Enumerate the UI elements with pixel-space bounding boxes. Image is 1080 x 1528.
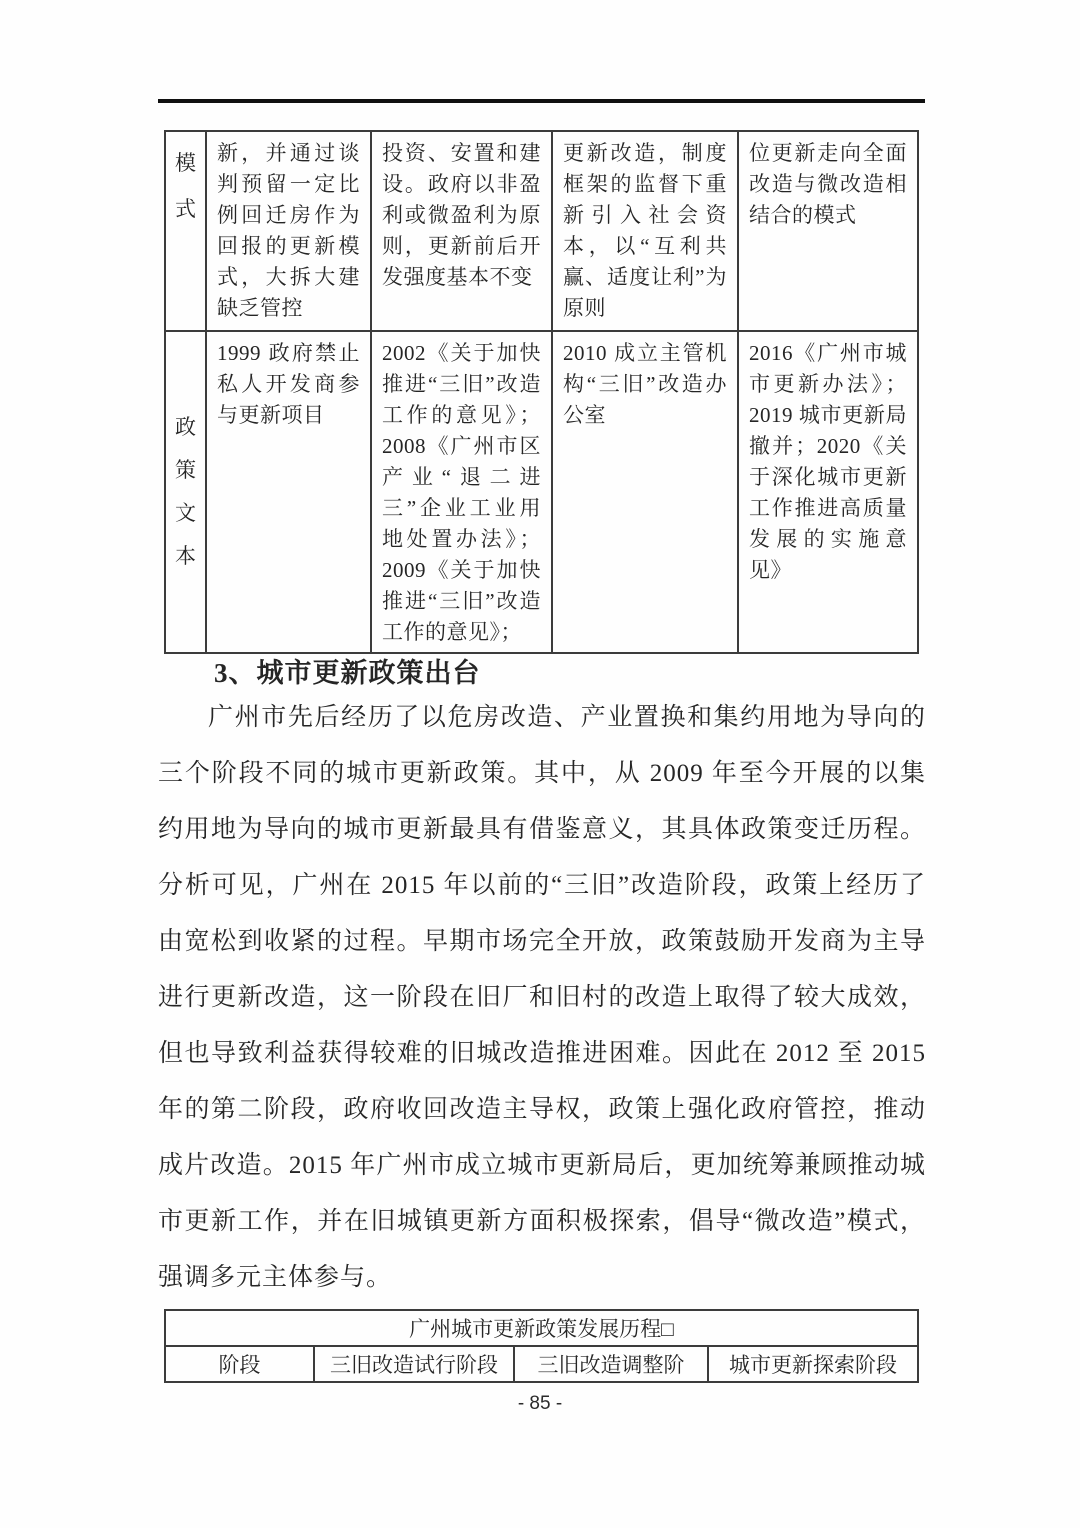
policy-history-table: [164, 1309, 919, 1383]
table-cell: 位更新走向全面改造与微改造相结合的模式: [738, 131, 918, 331]
table-cell: 2010 成立主管机构“三旧”改造办公室: [552, 331, 738, 653]
table-row-policy-text: [165, 331, 918, 653]
history-table-header-row: [165, 1346, 918, 1382]
page-number: - 85 -: [517, 1393, 563, 1414]
section-heading: 3、城市更新政策出台: [214, 658, 481, 688]
row-header-mode: 模式: [165, 131, 206, 331]
table-cell: 投资、安置和建设。政府以非盈利或微盈利为原则，更新前后开发强度基本不变: [371, 131, 552, 331]
table-cell: 1999 政府禁止私人开发商参与更新项目: [206, 331, 371, 653]
table-cell: 新，并通过谈判预留一定比例回迁房作为回报的更新模式，大拆大建缺乏管控: [206, 131, 371, 331]
column-header-explore-stage: 城市更新探索阶段: [708, 1346, 918, 1382]
table-cell: 2016《广州市城市更新办法》；2019 城市更新局撤并；2020《关于深化城市更新工作推进高质量发展的实施意见》: [738, 331, 918, 653]
history-table-title: 广州城市更新政策发展历程□: [165, 1310, 918, 1346]
policy-comparison-table: [164, 130, 919, 654]
column-header-trial-stage: 三旧改造试行阶段: [314, 1346, 514, 1382]
body-paragraph: 广州市先后经历了以危房改造、产业置换和集约用地为导向的三个阶段不同的城市更新政策。其中，从 2009 年至今开展的以集约用地为导向的城市更新最具有借鉴意义，其具体政策变迁历程。分析可见，广州在 2015 年以前的“三旧”改造阶段，政策上经历了由宽松到收紧的过程。早期市场完全开放，政策鼓励开发商为主导进行更新改造，这一阶段在旧厂和旧村的改造上取得了较大成效，但也导致利益获得较难的旧城改造推进困难。因此在 2012 至 2015 年的第二阶段，政府收回改造主导权，政策上强化政府管控，推动成片改造。2015 年广州市成立城市更新局后，更加统筹兼顾推动城市更新工作，并在旧城镇更新方面积极探索，倡导“微改造”模式，强调多元主体参与。: [158, 704, 926, 1291]
table-row-mode: [165, 131, 918, 331]
table-cell: 2002《关于加快推进“三旧”改造工作的意见》；2008《广州市区产业“退二进三”企业工业用地处置办法》；2009《关于加快推进“三旧”改造工作的意见》；: [371, 331, 552, 653]
column-header-stage: 阶段: [165, 1346, 314, 1382]
history-table-title-row: [165, 1310, 918, 1346]
table-cell: 更新改造，制度框架的监督下重新引入社会资本，以“互利共赢、适度让利”为原则: [552, 131, 738, 331]
header-rule: [158, 99, 925, 103]
row-header-policy-text: 政策文本: [165, 331, 206, 653]
column-header-adjust-stage: 三旧改造调整阶: [514, 1346, 708, 1382]
